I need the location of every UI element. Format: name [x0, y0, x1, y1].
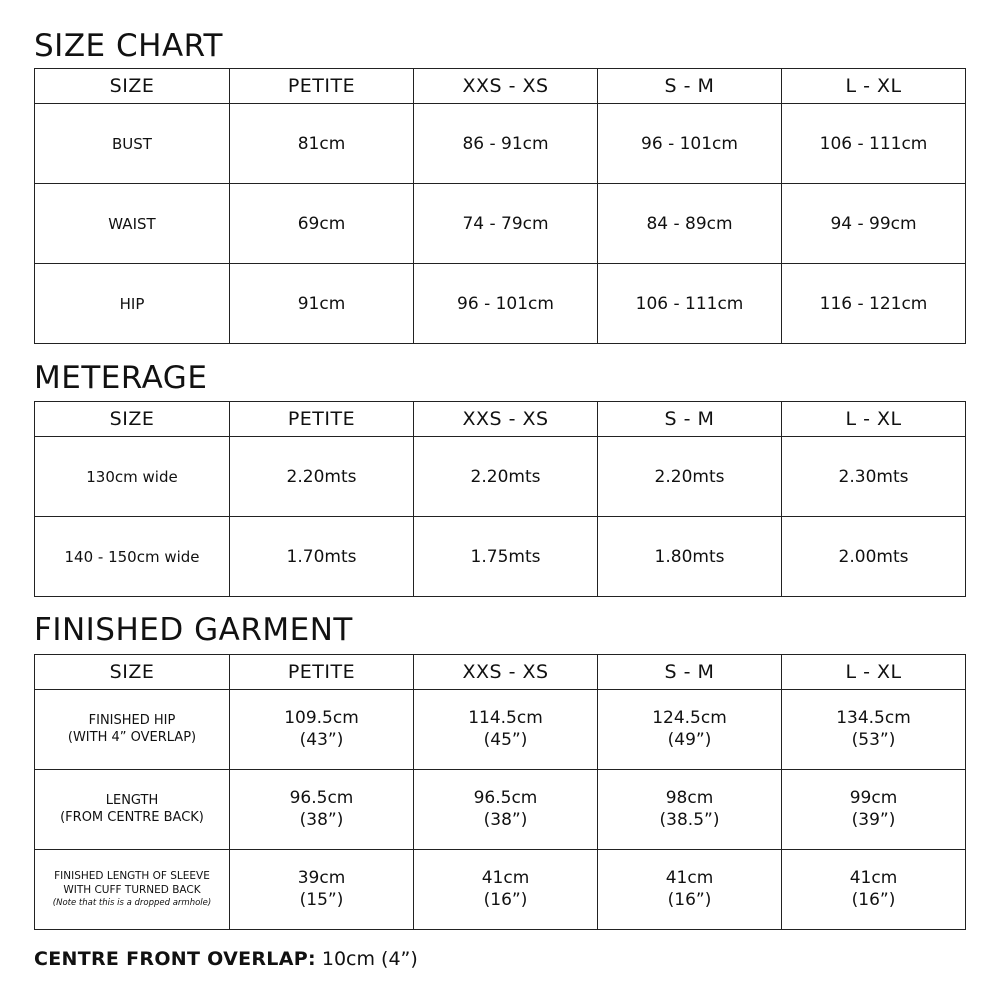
table-cell: 94 - 99cm [782, 184, 966, 264]
row-label-line: (WITH 4” OVERLAP) [67, 729, 197, 745]
table-header-row [35, 655, 966, 690]
finished-garment-title: FINISHED GARMENT [34, 612, 353, 648]
table-cell [230, 850, 414, 930]
inch-value: (38”) [483, 809, 528, 830]
table-cell: 2.20mts [598, 437, 782, 517]
cm-value: 41cm [849, 868, 898, 889]
table-cell: 2.20mts [414, 437, 598, 517]
column-header: SIZE [35, 402, 230, 437]
cm-value: 114.5cm [468, 708, 543, 729]
row-label: WAIST [35, 184, 230, 264]
table-cell: 96 - 101cm [598, 104, 782, 184]
row-label: 130cm wide [35, 437, 230, 517]
table-cell: 2.30mts [782, 437, 966, 517]
column-header: PETITE [230, 402, 414, 437]
inch-value: (39”) [851, 809, 896, 830]
cm-value: 41cm [665, 868, 714, 889]
table-cell: 106 - 111cm [782, 104, 966, 184]
table-row [35, 437, 966, 517]
table-cell [598, 850, 782, 930]
row-label-line: FINISHED HIP [88, 713, 176, 729]
table-cell: 2.00mts [782, 517, 966, 597]
inch-value: (38”) [299, 809, 344, 830]
table-cell: 96 - 101cm [414, 264, 598, 344]
footer-label: CENTRE FRONT OVERLAP: [34, 948, 316, 970]
inch-value: (53”) [851, 729, 896, 750]
table-cell: 1.80mts [598, 517, 782, 597]
table-cell [230, 770, 414, 850]
column-header: XXS - XS [414, 655, 598, 690]
row-label [35, 770, 230, 850]
row-label: BUST [35, 104, 230, 184]
table-row [35, 690, 966, 770]
cm-value: 99cm [849, 788, 898, 809]
cm-value: 96.5cm [473, 788, 538, 809]
table-cell [598, 770, 782, 850]
table-row [35, 770, 966, 850]
row-label-line: (FROM CENTRE BACK) [60, 809, 204, 825]
inch-value: (15”) [299, 889, 344, 910]
table-cell: 84 - 89cm [598, 184, 782, 264]
table-row [35, 184, 966, 264]
table-cell [414, 850, 598, 930]
row-label: HIP [35, 264, 230, 344]
column-header: XXS - XS [414, 69, 598, 104]
table-cell [782, 690, 966, 770]
cm-value: 41cm [481, 868, 530, 889]
row-label [35, 850, 230, 930]
size-chart-table [34, 68, 966, 344]
column-header: SIZE [35, 69, 230, 104]
column-header: L - XL [782, 655, 966, 690]
table-cell: 2.20mts [230, 437, 414, 517]
inch-value: (45”) [483, 729, 528, 750]
inch-value: (16”) [483, 889, 528, 910]
inch-value: (16”) [667, 889, 712, 910]
meterage-table [34, 401, 966, 597]
table-cell: 91cm [230, 264, 414, 344]
column-header: SIZE [35, 655, 230, 690]
column-header: XXS - XS [414, 402, 598, 437]
inch-value: (38.5”) [659, 809, 720, 830]
column-header: S - M [598, 655, 782, 690]
row-label [35, 690, 230, 770]
inch-value: (16”) [851, 889, 896, 910]
column-header: PETITE [230, 655, 414, 690]
cm-value: 96.5cm [289, 788, 354, 809]
finished-garment-table [34, 654, 966, 930]
size-chart-title: SIZE CHART [34, 28, 223, 64]
row-label: 140 - 150cm wide [35, 517, 230, 597]
centre-front-overlap-note [34, 948, 418, 970]
table-header-row [35, 402, 966, 437]
table-cell [230, 690, 414, 770]
footer-value: 10cm (4”) [315, 948, 418, 970]
inch-value: (49”) [667, 729, 712, 750]
meterage-title: METERAGE [34, 360, 208, 396]
table-row [35, 850, 966, 930]
table-cell: 74 - 79cm [414, 184, 598, 264]
table-row [35, 104, 966, 184]
table-cell: 69cm [230, 184, 414, 264]
table-cell: 106 - 111cm [598, 264, 782, 344]
table-cell: 86 - 91cm [414, 104, 598, 184]
column-header: PETITE [230, 69, 414, 104]
cm-value: 98cm [665, 788, 714, 809]
inch-value: (43”) [299, 729, 344, 750]
row-label-line: FINISHED LENGTH OF SLEEVE [54, 870, 210, 883]
column-header: S - M [598, 69, 782, 104]
column-header: L - XL [782, 402, 966, 437]
table-cell [414, 690, 598, 770]
cm-value: 134.5cm [836, 708, 911, 729]
table-row [35, 517, 966, 597]
table-cell [414, 770, 598, 850]
cm-value: 39cm [297, 868, 346, 889]
table-cell: 81cm [230, 104, 414, 184]
table-cell: 116 - 121cm [782, 264, 966, 344]
table-cell: 1.75mts [414, 517, 598, 597]
cm-value: 109.5cm [284, 708, 359, 729]
row-label-line: LENGTH [105, 793, 159, 809]
table-cell [782, 850, 966, 930]
table-cell: 1.70mts [230, 517, 414, 597]
column-header: L - XL [782, 69, 966, 104]
row-label-line: WITH CUFF TURNED BACK [63, 883, 201, 896]
column-header: S - M [598, 402, 782, 437]
cm-value: 124.5cm [652, 708, 727, 729]
table-row [35, 264, 966, 344]
table-header-row [35, 69, 966, 104]
table-cell [782, 770, 966, 850]
row-note: (Note that this is a dropped armhole) [52, 897, 212, 908]
table-cell [598, 690, 782, 770]
